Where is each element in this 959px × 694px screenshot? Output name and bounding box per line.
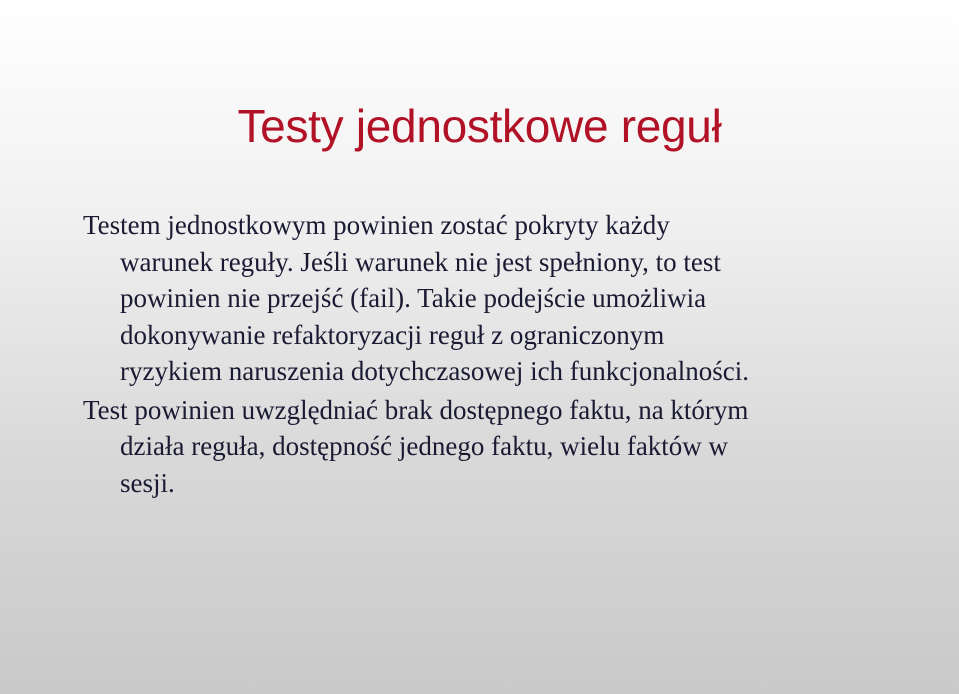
bullet-1-line-4-text: dokonywanie refaktoryzacji reguł z ograniczonym (120, 319, 665, 350)
bullet-1-line-3-text: powinien nie przejść (fail). Takie podejście umożliwia (120, 283, 707, 313)
slide-body (83, 207, 923, 503)
bullet-2-line-3: sesji. (120, 467, 175, 498)
slide-title: Testy jednostkowe reguł (237, 100, 722, 152)
bullet-point-1 (83, 207, 923, 390)
bullet-1-line-3 (83, 280, 923, 317)
bullet-1-line-1: Testem jednostkowym powinien zostać pokryty każdy (83, 210, 670, 240)
bullet-1-line-4 (83, 317, 923, 354)
bullet-2-line-2-text: działa reguła, dostępność jednego faktu, wielu faktów w (120, 431, 729, 461)
bullet-1-line-2-text: warunek reguły. Jeśli warunek nie jest spełniony, to test (120, 246, 721, 277)
bullet-point-2 (83, 392, 923, 502)
bullet-2-line-2 (83, 428, 923, 465)
bullet-1-line-2 (83, 244, 923, 281)
bullet-2-line-1-text: Test powinien uwzględniać brak dostępnego faktu, na którym (83, 394, 749, 425)
bullet-1-line-5-text: ryzykiem naruszenia dotychczasowej ich funkcjonalności. (120, 356, 750, 386)
bullet-1-line-5 (83, 353, 923, 390)
bullet-2-line-1 (83, 392, 923, 429)
